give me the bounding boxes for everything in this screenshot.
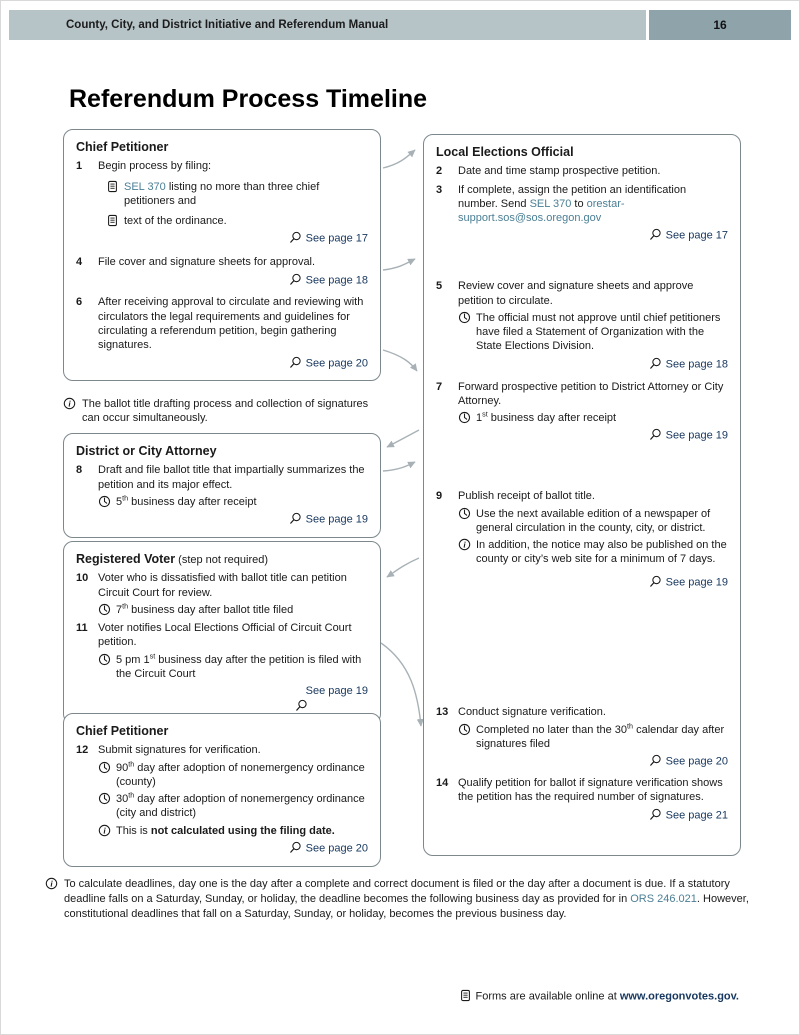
deadline-num: 1 [476, 412, 483, 425]
deadline-rest: business day after ballot title filed [128, 603, 294, 616]
step-text: Draft and file ballot title that impartially summarizes the petition and its major effect. [98, 464, 365, 491]
step-body [458, 705, 728, 751]
see-page-link[interactable]: See page 19 [665, 429, 728, 442]
magnifier-icon [649, 357, 662, 370]
magnifier-icon [295, 699, 308, 712]
step-6 [76, 295, 368, 352]
header-bar [9, 10, 791, 40]
step-text: After receiving approval to circulate and reviewing with circulators the legal requirements and guidelines for circulating a referendum petition, begin gathering signatures. [98, 296, 364, 352]
magnifier-icon [649, 808, 662, 821]
deadline-num: Completed no later than the 30 [476, 723, 628, 736]
info-icon [63, 397, 76, 410]
deadline-ordinal: th [627, 722, 634, 731]
clock-icon [458, 311, 471, 324]
deadline-text [116, 792, 368, 821]
step-number: 1 [76, 160, 83, 173]
deadline-item [458, 723, 728, 752]
see-page-line [436, 428, 728, 443]
see-page-link[interactable]: See page 18 [305, 274, 368, 287]
deadline-ordinal: th [128, 759, 135, 768]
deadline-ordinal: th [122, 602, 129, 611]
deadline-num: 5 pm 1 [116, 653, 150, 666]
step-9 [436, 489, 728, 566]
see-page-line [436, 575, 728, 590]
step-number: 4 [76, 256, 83, 269]
box-title: Chief Petitioner [76, 724, 169, 738]
box-district-city-attorney [63, 433, 381, 538]
magnifier-icon [649, 754, 662, 767]
see-page-link[interactable]: See page 17 [665, 229, 728, 242]
deadline-item [458, 507, 728, 536]
deadline-item [98, 761, 368, 790]
step-text: Submit signatures for verification. [98, 744, 261, 757]
see-page-link[interactable]: See page 20 [305, 842, 368, 855]
step-number: 10 [76, 572, 89, 585]
deadline-rest: day after adoption of nonemergency ordinance (county) [116, 761, 365, 788]
see-page-line [76, 273, 368, 288]
deadline-text [116, 603, 368, 617]
step-11 [76, 621, 368, 681]
sel-370-link[interactable]: SEL 370 [124, 180, 166, 193]
see-page-link[interactable]: See page 20 [305, 357, 368, 370]
deadline-ordinal: th [122, 494, 129, 503]
step-text: Qualify petition for ballot if signature verification shows the petition has the required number of signatures. [458, 777, 723, 804]
step-number: 2 [436, 165, 443, 178]
box-title-text: Registered Voter [76, 552, 176, 566]
see-page-link[interactable]: See page 21 [665, 809, 728, 822]
step-1 [76, 159, 368, 228]
step-text: If complete, assign the petition an identification number. Send [458, 183, 687, 210]
clock-icon [98, 495, 111, 508]
step-text: Forward prospective petition to District Attorney or City Attorney. [458, 380, 724, 407]
form-icon [106, 214, 119, 227]
step-text: Date and time stamp prospective petition. [458, 165, 661, 178]
deadline-item [458, 411, 728, 425]
step-text: Conduct signature verification. [458, 706, 606, 719]
info-item [98, 824, 368, 838]
see-page-link[interactable]: See page 19 [305, 513, 368, 526]
see-page-link[interactable]: See page 17 [305, 232, 368, 245]
magnifier-icon [649, 228, 662, 241]
see-page-line [436, 357, 728, 372]
see-page-line [76, 356, 368, 371]
info-item [458, 538, 728, 567]
step-body [98, 743, 368, 838]
clock-icon [458, 411, 471, 424]
box-title: Chief Petitioner [76, 140, 169, 154]
step-3 [436, 183, 728, 226]
deadline-text [116, 495, 368, 509]
deadline-rest: day after adoption of nonemergency ordinance (city and district) [116, 793, 365, 820]
clock-icon [98, 761, 111, 774]
box-title [76, 551, 368, 567]
magnifier-icon [289, 231, 302, 244]
box-chief-petitioner-bottom [63, 713, 381, 867]
see-page-line [436, 228, 728, 243]
step-body [458, 380, 728, 426]
sel-370-link[interactable]: SEL 370 [529, 197, 572, 210]
deadline-text [476, 411, 728, 425]
step-number: 11 [76, 622, 88, 635]
info-text: In addition, the notice may also be published on the county or city’s web site for a minimum of 7 days. [476, 539, 727, 566]
ors-246-021-link[interactable]: ORS 246.021 [630, 892, 697, 905]
step-12 [76, 743, 368, 838]
deadline-ordinal: st [482, 410, 488, 419]
info-icon [98, 824, 111, 837]
magnifier-icon [289, 273, 302, 286]
deadline-num: 7 [116, 603, 123, 616]
clock-icon [98, 792, 111, 805]
form-icon [106, 180, 119, 193]
deadline-rest: business day after receipt [128, 495, 257, 508]
clock-icon [98, 653, 111, 666]
see-page-link[interactable]: See page 18 [665, 358, 728, 371]
clock-icon [98, 603, 111, 616]
deadline-ordinal: th [128, 791, 135, 800]
deadline-text [116, 653, 368, 682]
see-page-line [436, 754, 728, 769]
step-body [98, 571, 368, 617]
deadline-text: The official must not approve until chief petitioners have filed a Statement of Organization with the State Elections Division. [476, 311, 721, 353]
step-5 [436, 279, 728, 353]
info-text-bold: not calculated using the filing date. [150, 824, 335, 837]
deadline-item [98, 495, 368, 509]
step-text: File cover and signature sheets for approval. [98, 256, 316, 269]
step-text: Begin process by filing: [98, 160, 212, 173]
orestar-email-link[interactable]: orestar-support.sos@sos.oregon.gov [458, 197, 625, 225]
deadline-text: Use the next available edition of a newspaper of general circulation in the county, city, or district. [476, 507, 711, 534]
box-local-elections-official [423, 134, 741, 856]
box-chief-petitioner-top [63, 129, 381, 381]
see-page-line [436, 808, 728, 823]
simultaneous-note [63, 397, 381, 426]
magnifier-icon [649, 575, 662, 588]
see-page-line [76, 512, 368, 527]
step-body [98, 463, 368, 509]
info-icon [458, 538, 471, 551]
deadline-item [98, 653, 368, 682]
deadline-rest: business day after the petition is filed with the Circuit Court [116, 653, 362, 681]
deadline-num: 30 [116, 793, 129, 806]
footer-text: Forms are available online at [475, 990, 620, 1003]
see-page-link[interactable]: See page 20 [665, 755, 728, 768]
step-body [458, 279, 728, 353]
note-text-a: To calculate deadlines, day one is the day after a complete and correct document is filed or the day after a document is due. If a statutory deadline falls on a Saturday, Sunday, or holiday, the deadline becomes the following business day as provided for in [64, 878, 730, 905]
clock-icon [458, 507, 471, 520]
deadline-item [458, 311, 728, 354]
info-icon [45, 877, 58, 890]
step-13 [436, 705, 728, 751]
step-body [98, 621, 368, 681]
note-text-b: . However, constitutional deadlines that fall on a Saturday, Sunday, or holiday, becomes the previous business day. [64, 892, 749, 920]
step-2 [436, 164, 728, 178]
step-number: 14 [436, 777, 449, 790]
step-number: 3 [436, 183, 443, 196]
deadline-ordinal: st [149, 652, 156, 661]
manual-title: County, City, and District Initiative and Referendum Manual [9, 10, 646, 40]
step-text: Voter who is dissatisfied with ballot title can petition Circuit Court for review. [98, 572, 347, 599]
step-number: 12 [76, 744, 89, 757]
step-10 [76, 571, 368, 617]
form-item [106, 214, 368, 228]
magnifier-icon [649, 428, 662, 441]
box-title: District or City Attorney [76, 444, 217, 458]
step-number: 7 [436, 380, 443, 393]
deadline-num: 5 [116, 495, 123, 508]
see-page-line [76, 231, 368, 246]
magnifier-icon [289, 356, 302, 369]
step-number: 5 [436, 280, 443, 293]
note-text [64, 877, 765, 922]
page-number: 16 [649, 10, 791, 40]
deadline-text [476, 723, 728, 752]
step-number: 8 [76, 464, 83, 477]
see-page-line [76, 841, 368, 856]
step-8 [76, 463, 368, 509]
step-body [458, 489, 728, 566]
step-text: Publish receipt of ballot title. [458, 490, 595, 503]
form-item-text [124, 180, 368, 209]
info-text-normal: This is [116, 824, 151, 837]
magnifier-icon [289, 512, 302, 525]
step-7 [436, 380, 728, 426]
box-registered-voter [63, 541, 381, 724]
form-item-text-rest: listing no more than three chief petitioners and [124, 180, 320, 207]
step-body [98, 159, 368, 228]
deadline-item [98, 792, 368, 821]
clock-icon [458, 723, 471, 736]
step-number: 9 [436, 490, 443, 503]
see-page-link[interactable]: See page 19 [665, 576, 728, 589]
step-14 [436, 776, 728, 805]
form-icon [459, 989, 472, 1002]
step-text-mid: to [571, 197, 587, 210]
deadline-calculation-note [45, 877, 765, 922]
oregonvotes-link[interactable]: www.oregonvotes.gov. [619, 990, 739, 1003]
form-item [106, 180, 368, 209]
see-page-line [76, 684, 368, 698]
step-4 [76, 255, 368, 269]
forms-footer [459, 989, 739, 1003]
form-item-text: text of the ordinance. [124, 215, 227, 228]
step-number: 6 [76, 296, 83, 309]
step-number: 13 [436, 706, 449, 719]
deadline-rest: business day after receipt [487, 412, 617, 425]
box-title: Local Elections Official [436, 145, 574, 159]
deadline-text [116, 761, 368, 790]
box-title-note: (step not required) [175, 554, 269, 566]
deadline-rest: calendar day after signatures filed [476, 723, 725, 751]
step-text: Voter notifies Local Elections Official of Circuit Court petition. [98, 622, 352, 649]
magnifier-icon [289, 841, 302, 854]
note-text: The ballot title drafting process and collection of signatures can occur simultaneously. [82, 398, 369, 425]
step-body [458, 183, 728, 226]
info-text [116, 824, 368, 838]
step-text: Review cover and signature sheets and approve petition to circulate. [458, 280, 694, 307]
deadline-num: 90 [116, 761, 129, 774]
see-page-icon-line [76, 699, 368, 714]
see-page-link[interactable]: See page 19 [305, 685, 368, 698]
page-title: Referendum Process Timeline [69, 85, 428, 113]
deadline-item [98, 603, 368, 617]
